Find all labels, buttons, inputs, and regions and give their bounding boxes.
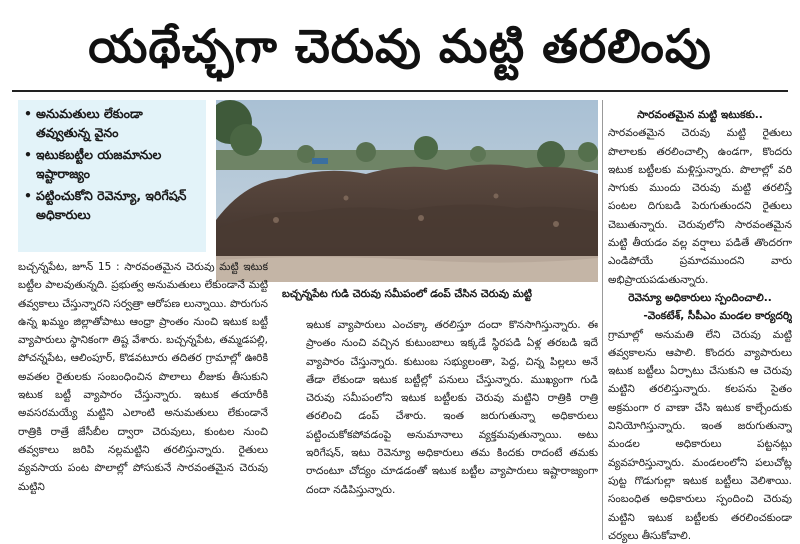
subheading: సారవంతమైన మట్టి ఇటుకకు..: [637, 109, 763, 121]
highlight-item: [24, 145, 200, 183]
headline: యథేచ్ఛగా చెరువు మట్టి తరలింపు: [88, 19, 712, 73]
article-column-3: [608, 106, 792, 544]
highlight-item: [24, 186, 200, 224]
article-column-2: [306, 316, 598, 544]
article-text: సారవంతమైన చెరువు మట్టి రైతులు పొలాలకు తరలించాల్సి ఉండగా, కొందరు ఇటుక బట్టీలకు మళ్లిస్తున్నారు. పొలాల్లో వరి సాగుకు ముందు చెరువు మట్టి తరలిస్తే పంటల దిగుబడి పెరుగుతుందని రైతులు చెబుతున్నారు. చెరువులోని సారవంతమైన మట్టి తీయడం వల్ల వర్షాలు పడితే తొందరగా ఎండిపోయే ప్రమాదముందని వారు అభిప్రాయపడుతున్నారు.: [608, 127, 792, 286]
article-text: బచ్చన్నపేట, జూన్ 15 : సారవంతమైన చెరువు మట్టి ఇటుక బట్టీల పాలవుతున్నది. ప్రభుత్వ అనుమతులు లేకుండానే మట్టి తవ్వకాలు చేస్తున్నారని సర్వత్రా ఆరోపణ లున్నాయి. పొరుగున ఉన్న ఖమ్మం జిల్లాతోపాటు ఆంధ్రా ప్రాంతం నుంచి ఇటుక బట్టీ వ్యాపారులు స్థానికంగా తిష్ట వేశారు. బచ్చన్నపేట, తమ్మడపల్లి, పోచన్నపేట, ఆలింపూర్, కొడవటూరు తదితర గ్రామాల్లో ఊరికి అవతల రైతులకు సంబంధించిన పొలాలు లీజుకు తీసుకుని ఇటుక బట్టీ వ్యాపారం చేస్తున్నారు. ఇటుక తయారీకి అవసరమయ్యే మట్టిని ఎలాంటి అనుమతులు లేకుండానే రాత్రికి రాత్రే జేసీబీల ద్వారా చెరువులు, కుంటల నుంచి తవ్వకాలు జరిపి నల్లమట్టిని తరలిస్తున్నారు. రైతులు వ్యవసాయ పంట పొలాల్లో పోసుకునే సారవంతమైన చెరువు మట్టిని: [18, 261, 268, 493]
soil-dump-photo: [216, 100, 598, 282]
quote-text: గ్రామాల్లో అనుమతి లేని చెరువు మట్టి తవ్వకాలను ఆపాలి. కొందరు వ్యాపారులు ఇటుక బట్టీలు ఏర్పాటు చేసుకుని ఆ చెరువు మట్టిని తరలిస్తున్నారు. కలపను సైతం అక్రమంగా ర వాణా చేసి ఇటుక కాల్చేందుకు వినియోగిస్తున్నారు. ఇంత జరుగుతున్నా మండల అధికారులు పట్టనట్లు వ్యవహరిస్తున్నారు. మండలంలోని పలుచోట్ల పుట్ట గొడుగుల్లా ఇటుక బట్టీలు వెలిశాయి. సంబంధిత అధికారులు స్పందించి చెరువు మట్టిని ఇటుక బట్టీలకు తరలించకుండా చర్యలు తీసుకోవాలి.: [608, 328, 792, 542]
highlight-text: పట్టించుకోని రెవెన్యూ, ఇరిగేషన్ అధికారులు: [36, 188, 187, 222]
quote-attribution: -వెంకటేశ్, సీపీఎం మండల కార్యదర్శి: [643, 310, 792, 323]
highlight-text: అనుమతులు లేకుండా తవ్వుతున్న వైనం: [36, 106, 143, 140]
headline-rule: [12, 90, 788, 92]
article-text: ఇటుక వ్యాపారులు ఎంచక్కా తరలిస్తూ దందా కొనసాగిస్తున్నారు. ఈ ప్రాంతం నుంచి వచ్చిన కుటుంబాలు ఇక్కడే స్థిరపడి ఏళ్ల తరబడి ఇదే వ్యాపారం చేస్తున్నారు. కుటుంబ సభ్యులంతా, పెద్ద, చిన్న పిల్లలు అనే తేడా లేకుండా ఇటుక బట్టీల్లో పనులు చేస్తున్నారు. ముఖ్యంగా గుడి చెరువు సమీపంలోని ఇటుక బట్టీలకు చెరువు మట్టిని రాత్రికి రాత్రి తరలించి డంప్ చేశారు. ఇంత జరుగుతున్నా అధికారులు పట్టించుకోకపోవడంపై అనుమానాలు వ్యక్తమవుతున్నాయి. అటు ఇరిగేషన్, ఇటు రెవెన్యూ అధికారులు తమ కిందకు రాదంటే తమకు రాదంటూ చోద్యం చూడడంతో ఇటుక బట్టీల వ్యాపారులు ఇష్టారాజ్యంగా దందా నడిపిస్తున్నారు.: [306, 319, 598, 496]
bullet-icon: •: [24, 188, 32, 203]
column-divider: [602, 100, 603, 540]
photo-caption: బచ్చన్నపేట గుడి చెరువు సమీపంలో డంప్ చేసిన చెరువు మట్టి: [282, 288, 532, 300]
bullet-icon: •: [24, 147, 32, 162]
subheading: రెవెన్యూ అధికారులు స్పందించాలి..: [628, 291, 772, 304]
highlight-text: ఇటుకబట్టీల యజమానుల ఇష్టారాజ్యం: [36, 147, 162, 181]
bullet-icon: •: [24, 106, 32, 121]
highlights-box: [18, 100, 206, 252]
news-photo: [216, 100, 598, 282]
article-column-1: [18, 258, 268, 544]
highlight-item: [24, 104, 200, 142]
